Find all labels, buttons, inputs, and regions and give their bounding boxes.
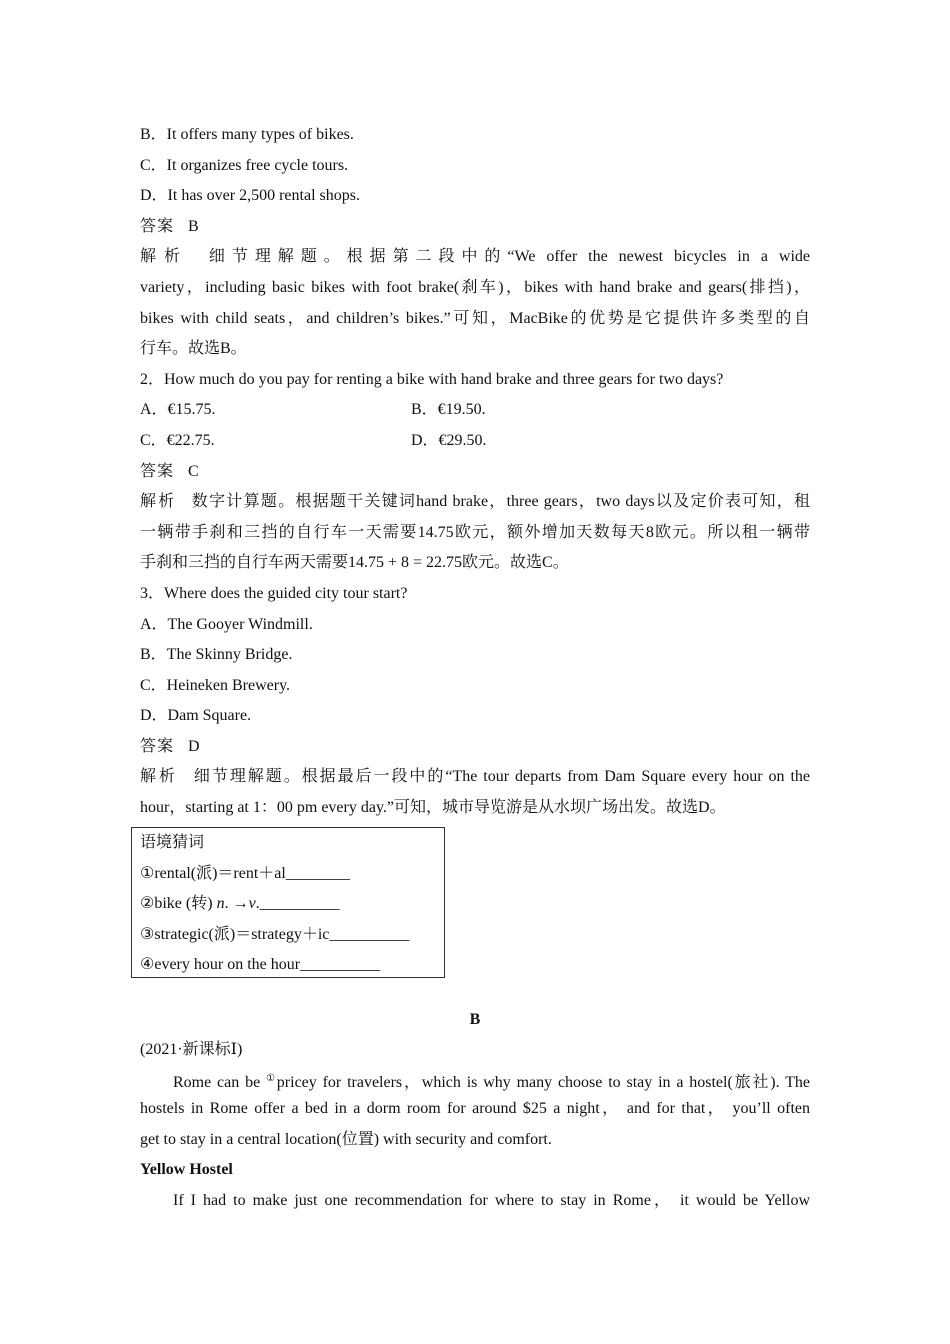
answer-value: D <box>188 737 200 755</box>
answer-value: C <box>188 462 199 480</box>
section-b <box>140 1005 810 1217</box>
vocab-box-title: 语境猜词 <box>140 834 205 851</box>
q2-options-row-1 <box>140 395 810 426</box>
analysis-label: 解析 <box>140 493 177 511</box>
q3-analysis-line-1 <box>140 762 810 793</box>
q2-option-b: B．€19.50. <box>411 401 486 419</box>
answer-label: 答案 <box>140 462 175 480</box>
part-of-speech-noun: n <box>216 895 225 913</box>
passage-p2-line-1: If I had to make just one recommendation for where to stay in Rome， it would be Yellow <box>173 1191 810 1209</box>
document-page <box>140 120 810 824</box>
p1-text-rest: pricey for travelers，which is why many choose to stay in a hostel(旅社). The <box>276 1073 811 1091</box>
answer-value: B <box>188 217 199 235</box>
analysis-label: 解析 <box>140 768 178 786</box>
q2-option-d: D．€29.50. <box>411 431 487 449</box>
answer-label: 答案 <box>140 217 175 235</box>
vocab-item-2-blank: .__________ <box>255 895 340 913</box>
q3-option-b: B．The Skinny Bridge. <box>140 646 293 664</box>
p1-text-start: Rome can be <box>173 1073 266 1091</box>
analysis-text: 细节理解题。根据最后一段中的“The tour departs from Dam Square every hour on the <box>191 768 810 786</box>
q3-question: 3．Where does the guided city tour start? <box>140 584 408 602</box>
q2-analysis-line-2: 一辆带手刹和三挡的自行车一天需要14.75欧元，额外增加天数每天8欧元。所以租一辆带 <box>140 523 810 541</box>
vocab-item-2-word: ②bike (转) <box>140 895 213 913</box>
q1-analysis-line-2: variety，including basic bikes with foot brake(刹车)，bikes with hand brake and gears(排挡)， <box>140 278 810 296</box>
passage-p1-line-2: hostels in Rome offer a bed in a dorm room for around $25 a night， and for that， you’ll often <box>140 1100 810 1118</box>
q3-option-c: C．Heineken Brewery. <box>140 676 291 694</box>
q2-question: 2．How much do you pay for renting a bike with hand brake and three gears for two days? <box>140 370 724 388</box>
q3-option-a: A．The Gooyer Windmill. <box>140 615 313 633</box>
q2-options-row-2 <box>140 426 810 457</box>
q2-analysis-line-3: 手刹和三挡的自行车两天需要14.75 + 8 = 22.75欧元。故选C。 <box>140 554 569 572</box>
arrow: . → <box>224 895 249 913</box>
q2-option-a: A．€15.75. <box>140 401 216 419</box>
vocab-guess-box <box>131 827 445 978</box>
section-title: B <box>469 1011 481 1028</box>
analysis-label: 解析 <box>140 248 188 266</box>
q1-option-d: D．It has over 2,500 rental shops. <box>140 187 360 205</box>
q1-option-b: B．It offers many types of bikes. <box>140 126 354 143</box>
q1-analysis-line-3: bikes with child seats，and children’s bikes.”可知，MacBike的优势是它提供许多类型的自 <box>140 309 810 327</box>
q1-option-c: C．It organizes free cycle tours. <box>140 156 349 174</box>
q3-answer <box>140 732 810 763</box>
q2-answer <box>140 457 810 488</box>
passage-heading: Yellow Hostel <box>140 1161 233 1179</box>
q3-analysis-line-2: hour，starting at 1：00 pm every day.”可知，城市导览游是从水坝广场出发。故选D。 <box>140 799 726 817</box>
q3-option-d: D．Dam Square. <box>140 707 252 725</box>
q1-analysis-line-4: 行车。故选B。 <box>140 340 247 358</box>
q1-analysis-line-1 <box>140 242 810 273</box>
passage-p1-line-3: get to stay in a central location(位置) with security and comfort. <box>140 1130 552 1148</box>
vocab-item-1: ①rental(派)＝rent＋al________ <box>140 864 350 882</box>
answer-label: 答案 <box>140 737 175 755</box>
analysis-text: 细节理解题。根据第二段中的“We offer the newest bicycles in a wide <box>201 248 810 266</box>
vocab-item-2 <box>140 889 444 920</box>
footnote-marker: ① <box>266 1072 277 1084</box>
vocab-item-3: ③strategic(派)＝strategy＋ic__________ <box>140 925 410 943</box>
passage-p1-line-1 <box>140 1064 810 1095</box>
passage-source: (2021·新课标Ⅰ) <box>140 1040 243 1058</box>
vocab-item-4: ④every hour on the hour__________ <box>140 956 381 974</box>
q1-answer <box>140 212 810 243</box>
part-of-speech-verb: v <box>248 895 256 913</box>
analysis-text: 数字计算题。根据题干关键词hand brake，three gears，two days以及定价表可知，租 <box>190 493 810 511</box>
q2-option-c: C．€22.75. <box>140 431 215 449</box>
q2-analysis-line-1 <box>140 487 810 518</box>
